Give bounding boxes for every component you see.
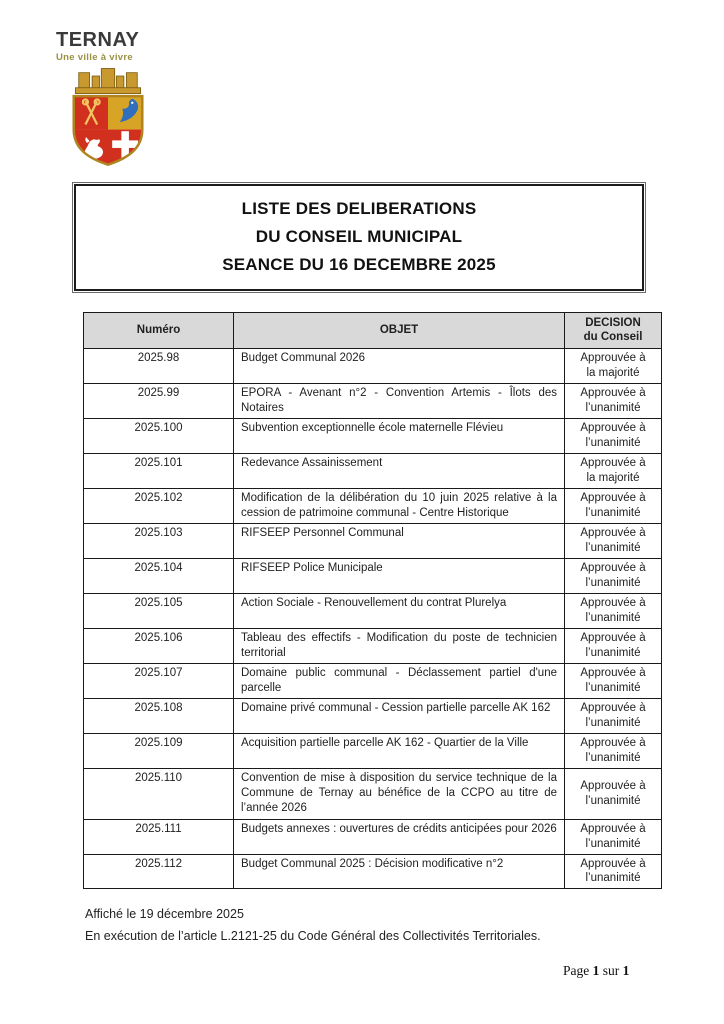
table-row [84, 819, 662, 854]
cell-objet: Domaine privé communal - Cession partielle parcelle AK 162 [234, 699, 565, 734]
table-row [84, 453, 662, 488]
cell-objet: RIFSEEP Police Municipale [234, 558, 565, 593]
table-header-row [84, 313, 662, 349]
table-row [84, 769, 662, 820]
cell-objet: Budgets annexes : ouvertures de crédits anticipées pour 2026 [234, 819, 565, 854]
cell-objet: Action Sociale - Renouvellement du contrat Plurelya [234, 593, 565, 628]
cell-numero: 2025.108 [84, 699, 234, 734]
header-numero: Numéro [84, 313, 234, 349]
cell-numero: 2025.102 [84, 488, 234, 523]
cell-decision: Approuvée à l’unanimité [565, 558, 662, 593]
cell-numero: 2025.112 [84, 854, 234, 889]
title-line-2: DU CONSEIL MUNICIPAL [255, 227, 463, 246]
posting-note [85, 903, 541, 947]
deliberations-table-wrap [83, 312, 661, 889]
cell-objet: Redevance Assainissement [234, 453, 565, 488]
cell-decision: Approuvée à l’unanimité [565, 819, 662, 854]
cell-decision: Approuvée à la majorité [565, 348, 662, 383]
cell-decision: Approuvée à l’unanimité [565, 769, 662, 820]
posting-date: Affiché le 19 décembre 2025 [85, 907, 244, 921]
cell-objet: Acquisition partielle parcelle AK 162 - Quartier de la Ville [234, 734, 565, 769]
coat-of-arms-icon [58, 66, 158, 168]
cell-decision: Approuvée à l’unanimité [565, 418, 662, 453]
page-current: 1 [592, 963, 600, 978]
cell-numero: 2025.103 [84, 524, 234, 559]
cell-decision: Approuvée à l’unanimité [565, 664, 662, 699]
cell-objet: Tableau des effectifs - Modification du poste de technicien territorial [234, 628, 565, 663]
title-box-inner [74, 184, 644, 291]
cell-numero: 2025.107 [84, 664, 234, 699]
cell-numero: 2025.98 [84, 348, 234, 383]
legal-reference: En exécution de l’article L.2121-25 du Code Général des Collectivités Territoriales. [85, 929, 541, 943]
cell-numero: 2025.104 [84, 558, 234, 593]
cell-decision: Approuvée à l’unanimité [565, 524, 662, 559]
title-box [72, 182, 646, 293]
cell-numero: 2025.109 [84, 734, 234, 769]
title-line-3: SEANCE DU 16 DECEMBRE 2025 [222, 255, 496, 274]
page-indicator: Page 1 sur 1 [563, 963, 630, 978]
title-line-1: LISTE DES DELIBERATIONS [241, 199, 477, 218]
header-objet: OBJET [234, 313, 565, 349]
cell-decision: Approuvée à l’unanimité [565, 854, 662, 889]
cell-decision: Approuvée à l’unanimité [565, 628, 662, 663]
cell-objet: EPORA - Avenant n°2 - Convention Artemis - Îlots des Notaires [234, 383, 565, 418]
cell-decision: Approuvée à l’unanimité [565, 383, 662, 418]
cell-decision: Approuvée à l’unanimité [565, 699, 662, 734]
table-row [84, 524, 662, 559]
cell-objet: Budget Communal 2025 : Décision modificative n°2 [234, 854, 565, 889]
cell-objet: Domaine public communal - Déclassement partiel d'une parcelle [234, 664, 565, 699]
logo-city-name: TERNAY [56, 29, 140, 51]
cell-decision: Approuvée à l’unanimité [565, 593, 662, 628]
cell-objet: Subvention exceptionnelle école maternelle Flévieu [234, 418, 565, 453]
crown-shape [75, 69, 140, 94]
table-row [84, 383, 662, 418]
cell-decision: Approuvée à la majorité [565, 453, 662, 488]
table-row [84, 628, 662, 663]
table-row [84, 734, 662, 769]
table-row [84, 854, 662, 889]
table-row [84, 664, 662, 699]
table-row [84, 488, 662, 523]
cell-decision: Approuvée à l’unanimité [565, 734, 662, 769]
deliberations-table [83, 312, 662, 889]
logo-tagline: Une ville à vivre [56, 52, 133, 63]
cell-objet: Budget Communal 2026 [234, 348, 565, 383]
cell-numero: 2025.99 [84, 383, 234, 418]
cell-numero: 2025.110 [84, 769, 234, 820]
cell-numero: 2025.105 [84, 593, 234, 628]
table-row [84, 593, 662, 628]
table-row [84, 699, 662, 734]
cell-objet: Modification de la délibération du 10 juin 2025 relative à la cession de patrimoine communal - Centre Historique [234, 488, 565, 523]
table-row [84, 348, 662, 383]
cell-numero: 2025.101 [84, 453, 234, 488]
table-row [84, 558, 662, 593]
page-total: 1 [622, 963, 630, 978]
cell-numero: 2025.111 [84, 819, 234, 854]
ternay-logo [56, 30, 186, 168]
cell-decision: Approuvée à l’unanimité [565, 488, 662, 523]
cell-numero: 2025.100 [84, 418, 234, 453]
cell-numero: 2025.106 [84, 628, 234, 663]
shield-quarters [74, 96, 143, 168]
cell-objet: Convention de mise à disposition du service technique de la Commune de Ternay au bénéfice de la CCPO au titre de l’année 2026 [234, 769, 565, 820]
table-row [84, 418, 662, 453]
cell-objet: RIFSEEP Personnel Communal [234, 524, 565, 559]
header-decision: DECISION du Conseil [565, 313, 662, 349]
